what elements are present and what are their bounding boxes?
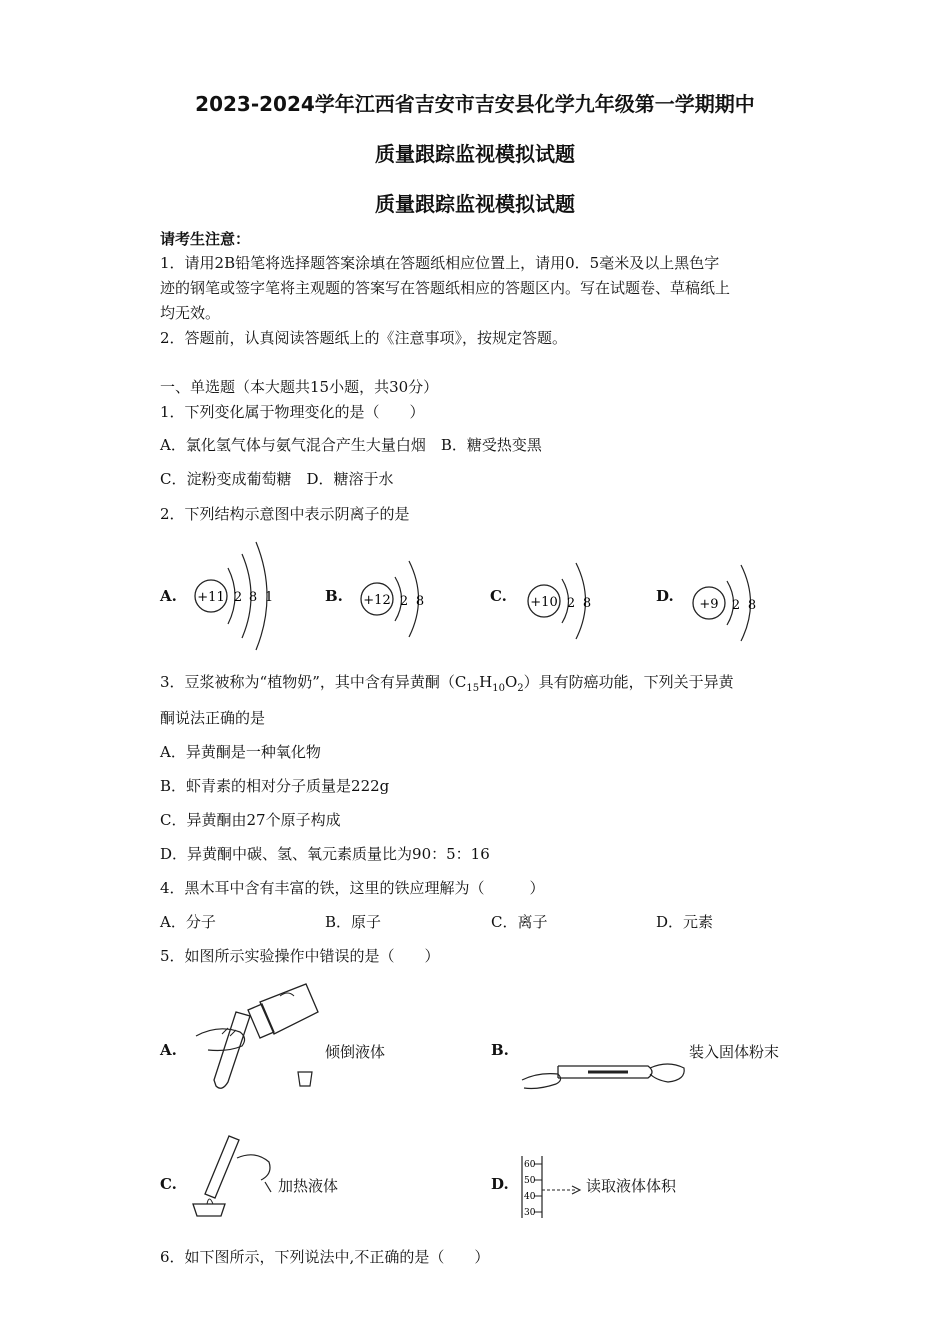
q3-stem-line1 [160,671,734,694]
q5-option-a-pouring-illustration [188,972,323,1097]
q5-option-d-cylinder-illustration [518,1154,588,1220]
q2-option-a-letter: A. [160,587,177,605]
q2-d-nucleus: +9 [699,597,719,612]
q1-options-row2: C．淀粉变成葡萄糖 D．糖溶于水 [160,470,394,488]
q5-option-a-letter: A. [160,1041,177,1059]
q5-stem: 5．如图所示实验操作中错误的是（ ） [160,947,440,965]
exam-title-line2: 质量跟踪监视模拟试题 [375,142,575,166]
q3-stem-part1: 3．豆浆被称为“植物奶”，其中含有异黄酮（ [160,673,455,691]
notice-item1-line2: 迹的钢笔或签字笔将主观题的答案写在答题纸相应的答题区内。写在试题卷、草稿纸上 [160,279,731,297]
q5-option-b-caption: 装入固体粉末 [689,1043,780,1061]
q3-option-d: D．异黄酮中碳、氢、氧元素质量比为90：5：16 [160,845,490,863]
q4-option-d: D．元素 [656,913,714,931]
q2-b-nucleus: +12 [363,593,391,608]
q2-a-shell-2: 8 [248,590,258,605]
q2-option-c-diagram [524,556,604,646]
q2-c-shell-2: 8 [582,596,592,611]
cylinder-tick-30: 30 [524,1208,536,1218]
q3-option-c: C．异黄酮由27个原子构成 [160,811,341,829]
exam-title-line1: 2023-2024学年江西省吉安市吉安县化学九年级第一学期期中 [195,92,755,116]
q5-option-d-letter: D. [491,1175,509,1193]
notice-heading: 请考生注意： [160,230,251,248]
q5-option-b-letter: B. [491,1041,509,1059]
q2-option-b-diagram [358,553,438,643]
q5-option-c-heating-illustration [185,1130,277,1222]
q3-stem-line2: 酮说法正确的是 [160,709,266,727]
q5-option-c-caption: 加热液体 [278,1177,339,1195]
q2-a-nucleus: +11 [197,590,225,605]
q5-option-b-powder-illustration [518,1050,688,1095]
q4-option-b: B．原子 [325,913,382,931]
section-heading: 一、单选题（本大题共15小题，共30分） [160,378,439,396]
q6-stem: 6．如下图所示，下列说法中,不正确的是（ ） [160,1248,490,1266]
cylinder-tick-50: 50 [524,1176,536,1186]
q5-option-a-caption: 倾倒液体 [325,1043,386,1061]
q2-d-shell-2: 8 [747,598,757,613]
q2-d-shell-1: 2 [731,598,741,613]
cylinder-tick-40: 40 [524,1192,536,1202]
q2-c-shell-1: 2 [566,596,576,611]
exam-title-line3: 质量跟踪监视模拟试题 [375,192,575,216]
q5-option-c-letter: C. [160,1175,177,1193]
q2-option-d-diagram [690,558,770,648]
q4-option-c: C．离子 [491,913,548,931]
q2-b-shell-2: 8 [415,594,425,609]
notice-item1-line3: 均无效。 [160,304,221,322]
notice-item2: 2．答题前，认真阅读答题纸上的《注意事项》，按规定答题。 [160,329,568,347]
q3-option-b: B．虾青素的相对分子质量是222g [160,777,390,795]
cylinder-tick-60: 60 [524,1160,536,1170]
q2-option-c-letter: C. [490,587,507,605]
q4-stem: 4．黑木耳中含有丰富的铁，这里的铁应理解为（ ） [160,879,545,897]
q2-c-nucleus: +10 [530,595,558,610]
notice-item1-line1: 1．请用2B铅笔将选择题答案涂填在答题纸相应位置上，请用0．5毫米及以上黑色字 [160,254,720,272]
q1-stem: 1．下列变化属于物理变化的是（ ） [160,403,425,421]
q4-option-a: A．分子 [160,913,216,931]
q2-option-a-diagram [190,538,280,653]
q2-a-shell-3: 1 [264,590,274,605]
q2-option-b-letter: B. [325,587,343,605]
q3-stem-part2: ）具有防癌功能，下列关于异黄 [523,673,734,691]
q5-option-d-caption: 读取液体体积 [586,1177,677,1195]
q2-stem: 2．下列结构示意图中表示阴离子的是 [160,505,410,523]
q2-option-d-letter: D. [656,587,674,605]
q3-formula: $C_{15}H_{10}O_2$ [454,673,524,694]
q1-options-row1: A．氯化氢气体与氨气混合产生大量白烟 B．糖受热变黑 [160,436,542,454]
q2-b-shell-1: 2 [399,594,409,609]
q2-a-shell-1: 2 [233,590,243,605]
q3-option-a: A．异黄酮是一种氧化物 [160,743,321,761]
